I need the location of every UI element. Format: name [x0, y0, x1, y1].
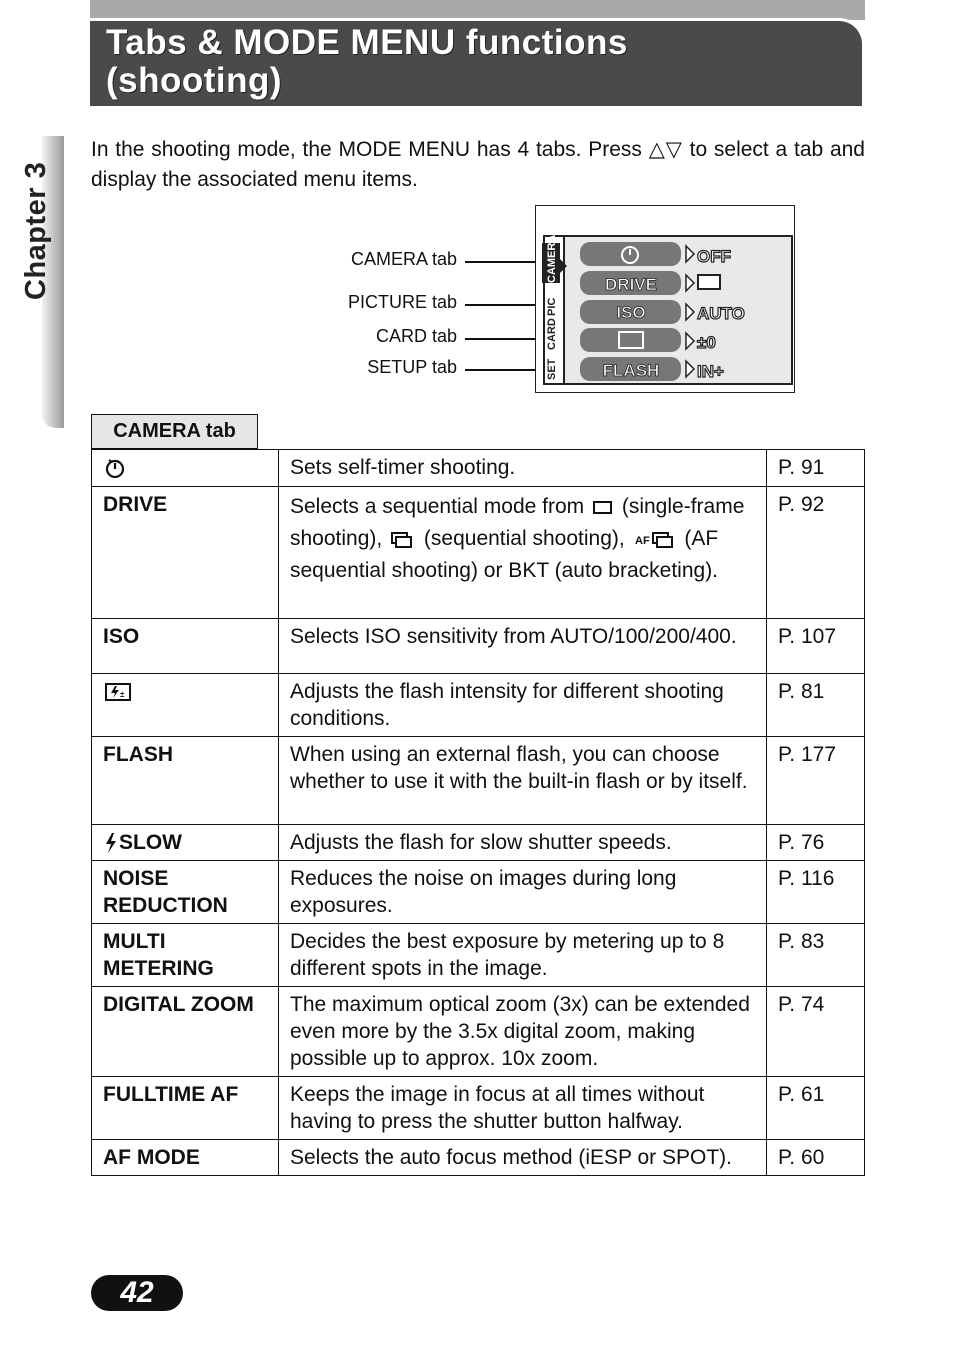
side-tab-set: SET [546, 358, 558, 380]
side-tab-card: CARD [546, 318, 558, 350]
svg-text:±: ± [120, 690, 125, 700]
camera-tab-heading: CAMERA tab [91, 414, 258, 449]
side-tab-camera: CAMERA [546, 234, 558, 283]
row-page-ref: P. 91 [767, 450, 865, 487]
row-desc-cell: Adjusts the flash for slow shutter speeds. [279, 825, 767, 861]
row-desc-cell: Keeps the image in focus at all times without having to press the shutter button halfway. [279, 1077, 767, 1140]
row-name-cell [92, 674, 279, 737]
row-desc-cell: The maximum optical zoom (3x) can be extended even more by the 3.5x digital zoom, making possible up to approx. 10x zoom. [279, 987, 767, 1077]
table-row [92, 825, 865, 861]
table-row [92, 861, 865, 924]
row-name-cell: MULTI METERING [92, 924, 279, 987]
row-name-cell: DRIVE [92, 487, 279, 619]
table-row [92, 1140, 865, 1176]
row-page-ref: P. 107 [767, 619, 865, 674]
table-row [92, 1077, 865, 1140]
slow-label: SLOW [119, 831, 182, 854]
drive-desc-part2: (single-frame shooting), [290, 495, 745, 550]
callout-setup-tab: SETUP tab [367, 357, 457, 377]
menu-iso-label: ISO [616, 303, 646, 322]
row-name-cell [92, 825, 279, 861]
row-desc-cell: Selects the auto focus method (iESP or SPOT). [279, 1140, 767, 1176]
svg-text:AF: AF [634, 535, 650, 548]
side-tab-pic: PIC [546, 297, 558, 316]
menu-value-auto: AUTO [697, 304, 745, 323]
table-row [92, 619, 865, 674]
table-row [92, 924, 865, 987]
self-timer-icon [103, 456, 129, 480]
menu-value-off: OFF [697, 247, 731, 266]
row-page-ref: P. 61 [767, 1077, 865, 1140]
row-page-ref: P. 76 [767, 825, 865, 861]
chapter-label: Chapter 3 [20, 161, 52, 300]
row-page-ref: P. 83 [767, 924, 865, 987]
row-page-ref: P. 60 [767, 1140, 865, 1176]
row-name-cell: DIGITAL ZOOM [92, 987, 279, 1077]
menu-value-flash: IN+ [697, 362, 724, 381]
callout-line [465, 338, 543, 340]
row-page-ref: P. 116 [767, 861, 865, 924]
menu-value-exposure: ±0 [697, 333, 716, 352]
intro-text-after: to select a tab and display the associated menu items. [91, 138, 865, 191]
camera-tab-functions-table [91, 449, 865, 1176]
row-name-cell: AF MODE [92, 1140, 279, 1176]
row-page-ref: P. 92 [767, 487, 865, 619]
row-desc-cell: Reduces the noise on images during long exposures. [279, 861, 767, 924]
row-page-ref: P. 81 [767, 674, 865, 737]
row-desc-cell: Decides the best exposure by metering up to 8 different spots in the image. [279, 924, 767, 987]
row-name-cell: NOISE REDUCTION [92, 861, 279, 924]
callout-card-tab: CARD tab [375, 326, 457, 346]
table-row [92, 987, 865, 1077]
row-name-cell: ISO [92, 619, 279, 674]
mode-menu-screen [535, 205, 795, 393]
row-desc-cell: Selects ISO sensitivity from AUTO/100/200/400. [279, 619, 767, 674]
table-row [92, 737, 865, 825]
callout-camera-tab: CAMERA tab [350, 249, 457, 269]
menu-drive-label: DRIVE [605, 275, 657, 294]
intro-text-before: In the shooting mode, the MODE MENU has 4 tabs. Press [91, 138, 649, 161]
row-desc-cell [279, 487, 767, 619]
row-name-cell [92, 450, 279, 487]
row-desc-cell: When using an external flash, you can choose whether to use it with the built-in flash or by itself. [279, 737, 767, 825]
callout-line [465, 304, 543, 306]
row-page-ref: P. 177 [767, 737, 865, 825]
table-row [92, 674, 865, 737]
intro-paragraph [91, 135, 865, 195]
row-name-cell: FLASH [92, 737, 279, 825]
sequential-shooting-icon [388, 530, 418, 548]
menu-flash-label: FLASH [602, 361, 660, 380]
callout-line [465, 261, 543, 263]
table-row [92, 487, 865, 619]
table-row [92, 450, 865, 487]
drive-desc-part1: Selects a sequential mode from [290, 495, 585, 518]
drive-desc-part4: (AF sequential shooting) or BKT (auto bracketing). [290, 527, 719, 582]
flash-bolt-icon [103, 832, 119, 854]
single-frame-icon [590, 499, 616, 515]
page-number: 42 [91, 1275, 183, 1311]
callout-picture-tab: PICTURE tab [347, 292, 457, 312]
up-down-arrow-icon: △▽ [648, 138, 683, 161]
row-page-ref: P. 74 [767, 987, 865, 1077]
mode-menu-illustration [536, 206, 794, 392]
row-desc-cell: Adjusts the flash intensity for different shooting conditions. [279, 674, 767, 737]
flash-intensity-icon [103, 681, 133, 703]
title-line-2: (shooting) [106, 61, 283, 100]
row-name-cell: FULLTIME AF [92, 1077, 279, 1140]
drive-desc-part3: (sequential shooting), [423, 527, 625, 550]
af-sequential-shooting-icon [631, 530, 679, 548]
row-desc-cell: Sets self-timer shooting. [279, 450, 767, 487]
page-title [106, 24, 846, 100]
title-bar-top-strip [90, 0, 865, 20]
callout-line [465, 369, 543, 371]
title-line-1: Tabs & MODE MENU functions [106, 23, 628, 62]
